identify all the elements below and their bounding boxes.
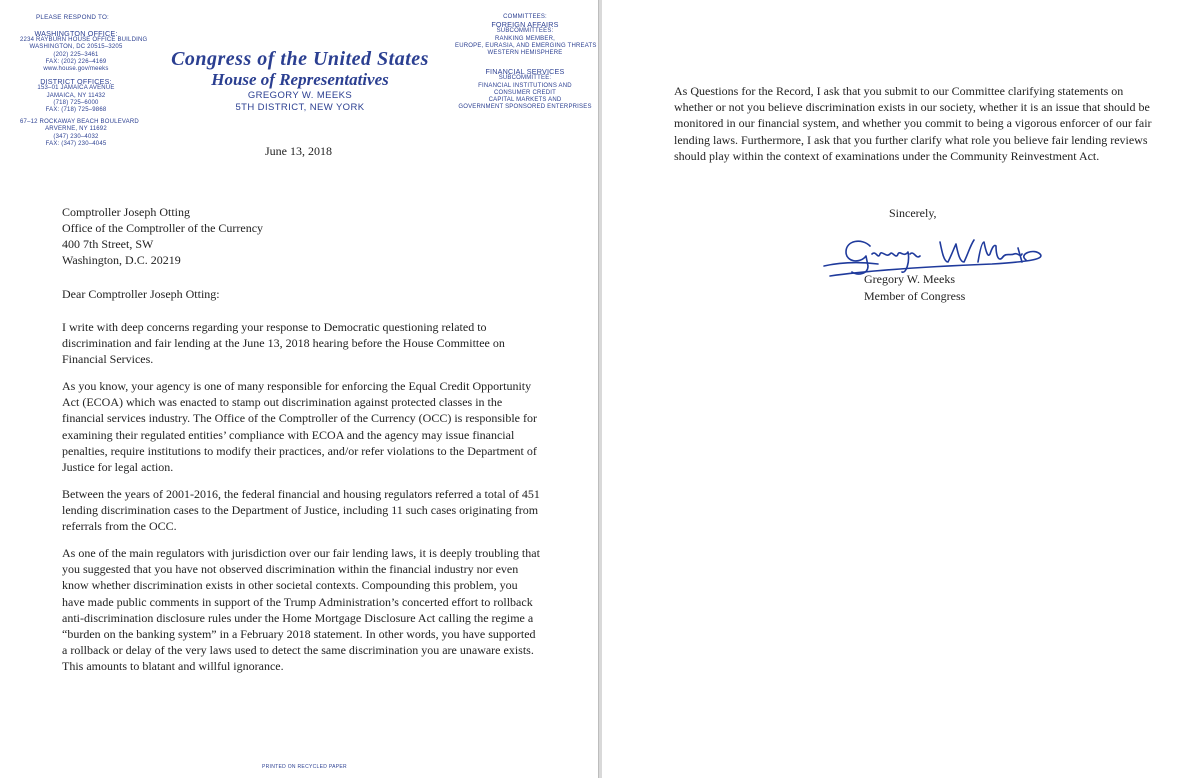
rockaway-line: FAX: (347) 230–4045 bbox=[45, 140, 107, 147]
signer-name: Gregory W. Meeks bbox=[864, 272, 955, 286]
fs-subcommittee-line: CONSUMER CREDIT bbox=[493, 89, 556, 96]
washington-line: (202) 225–3461 bbox=[53, 51, 99, 58]
subcommittees-heading: SUBCOMMITTEES: bbox=[496, 28, 554, 35]
body-paragraph: As one of the main regulators with jurisdiction over our fair lending laws, it is deeply troubling that you suggested that you have not observed discrimination within the financial industry nor even know whether discrimination exists in other societal contexts. Compounding this problem, you have made public comments in support of the Trump Administration’s concerted effort to rollback anti-discrimination disclosure rules under the Home Mortgage Disclosure Act calling the regime a “burden on the banking system” in a February 2018 statement. In other words, you have supported a rollback or delay of the very laws used to detect the same discrimination you are unaware exists. This amounts to blatant and willful ignorance. bbox=[62, 546, 540, 674]
house-title: House of Representatives bbox=[211, 70, 389, 89]
letter-page-2 bbox=[602, 0, 1200, 778]
washington-website: www.house.gov/meeks bbox=[43, 66, 109, 73]
body-paragraph: I write with deep concerns regarding your response to Democratic questioning related to discrimination and fair lending at the June 13, 2018 hearing before the House Committee on Financial Services. bbox=[62, 320, 505, 367]
committees-block bbox=[455, 14, 595, 111]
office-addresses bbox=[20, 29, 148, 148]
rockaway-line: ARVERNE, NY 11692 bbox=[45, 126, 107, 133]
district-line: (718) 725–6000 bbox=[53, 99, 99, 106]
signer-title: Member of Congress bbox=[864, 289, 966, 303]
fa-subcommittee-line: EUROPE, EURASIA, AND EMERGING THREATS bbox=[455, 42, 597, 49]
body-paragraph: Between the years of 2001-2016, the federal financial and housing regulators referred a total of 451 lending discrimination cases to the Department of Justice, including 11 such cases originating from referrals from the OCC. bbox=[62, 487, 540, 534]
letter-page-1 bbox=[0, 0, 598, 778]
committees-heading: COMMITTEES: bbox=[503, 14, 547, 20]
letter-date: June 13, 2018 bbox=[265, 144, 332, 158]
recipient-line: Comptroller Joseph Otting bbox=[62, 205, 190, 219]
district-line: 153–01 JAMAICA AVENUE bbox=[37, 85, 115, 92]
member-name: GREGORY W. MEEKS bbox=[247, 90, 353, 101]
fs-subcommittee-line: FINANCIAL INSTITUTIONS AND bbox=[478, 82, 572, 89]
fa-subcommittee-line: RANKING MEMBER, bbox=[494, 35, 555, 42]
recipient-line: Office of the Comptroller of the Currency bbox=[62, 221, 264, 235]
closing: Sincerely, bbox=[889, 206, 937, 220]
rockaway-line: (347) 230–4032 bbox=[53, 133, 99, 140]
recipient-line: Washington, D.C. 20219 bbox=[62, 253, 181, 267]
letterhead-title-block bbox=[150, 48, 450, 114]
washington-line: WASHINGTON, DC 20515–3205 bbox=[29, 44, 123, 51]
washington-line: 2234 RAYBURN HOUSE OFFICE BUILDING bbox=[20, 37, 148, 44]
questions-for-record-paragraph: As Questions for the Record, I ask that you submit to our Committee clarifying statements on whether or not you believe discrimination exists in our society, whether it is an issue that should be monitored in our financial system, and whether you commit to being a vigorous enforcer of our fair lending laws. Furthermore, I ask that you further clarify what role you believe fair lending reviews should play within the context of examinations under the Community Reinvestment Act. bbox=[674, 84, 1152, 163]
recipient-address bbox=[62, 204, 263, 268]
washington-office-heading: WASHINGTON OFFICE: bbox=[34, 29, 118, 38]
district-label: 5TH DISTRICT, NEW YORK bbox=[235, 102, 365, 113]
recycled-paper-footer: PRINTED ON RECYCLED PAPER bbox=[262, 764, 347, 770]
respond-to-heading: PLEASE RESPOND TO: bbox=[35, 14, 109, 21]
fs-subcommittee-line: CAPITAL MARKETS AND bbox=[488, 97, 562, 104]
congress-title: Congress of the United States bbox=[171, 48, 429, 70]
rockaway-line: 67–12 ROCKAWAY BEACH BOULEVARD bbox=[20, 119, 139, 126]
washington-line: FAX: (202) 226–4169 bbox=[45, 58, 107, 65]
body-paragraph: As you know, your agency is one of many responsible for enforcing the Equal Credit Opportunity Act (ECOA) which was enacted to stamp out discrimination against protected classes in the financial services industry. The Office of the Comptroller of the Currency (OCC) is responsible for examining their regulated entities’ compliance with ECOA and the agency may issue financial penalties, require institutions to modify their practices, and/or refer violations to the Department of Justice for legal action. bbox=[62, 379, 537, 475]
district-line: JAMAICA, NY 11432 bbox=[46, 92, 106, 99]
committee-foreign-affairs: FOREIGN AFFAIRS bbox=[491, 20, 559, 30]
district-line: FAX: (718) 725–9868 bbox=[45, 107, 107, 114]
recipient-line: 400 7th Street, SW bbox=[62, 237, 154, 251]
fs-subcommittee-line: GOVERNMENT SPONSORED ENTERPRISES bbox=[458, 104, 592, 111]
fa-subcommittee-line: WESTERN HEMISPHERE bbox=[487, 50, 563, 57]
district-offices-heading: DISTRICT OFFICES: bbox=[40, 77, 112, 87]
committee-financial-services: FINANCIAL SERVICES bbox=[485, 67, 565, 77]
subcommittee-heading: SUBCOMMITTEE: bbox=[498, 75, 552, 82]
salutation: Dear Comptroller Joseph Otting: bbox=[62, 287, 220, 301]
